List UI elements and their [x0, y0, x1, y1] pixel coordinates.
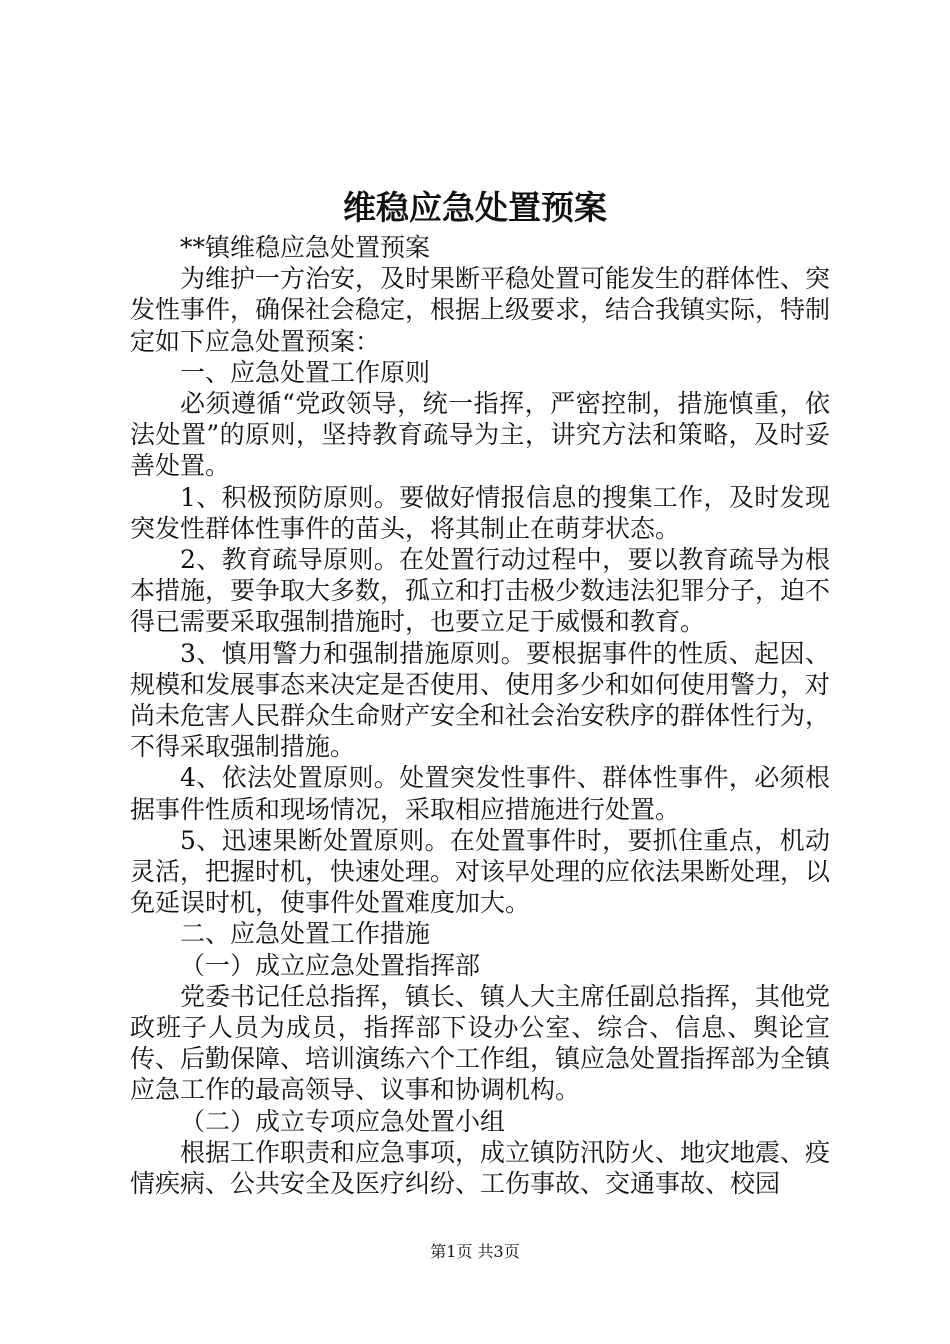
section-heading-1: 一、应急处置工作原则	[180, 357, 431, 387]
document-body	[130, 232, 830, 1199]
paragraph-principle: 必须遵循“党政领导，统一指挥，严密控制，措施慎重，依法处置”的原则，坚持教育疏导为主，讲究方法和策略，及时妥善处置。	[130, 389, 830, 481]
subsection-heading-1: （一）成立应急处置指挥部	[180, 950, 481, 980]
paragraph-item-5: 5、迅速果断处置原则。在处置事件时，要抓住重点，机动灵活，把握时机，快速处理。对该早处理的应依法果断处理，以免延误时机，使事件处置难度加大。	[130, 825, 831, 918]
paragraph-intro: 为维护一方治安，及时果断平稳处置可能发生的群体性、突发性事件，确保社会稳定，根据上级要求，结合我镇实际，特制定如下应急处置预案：	[130, 264, 831, 356]
paragraph-item-1: 1、积极预防原则。要做好情报信息的搜集工作，及时发现突发性群体性事件的苗头，将其制止在萌芽状态。	[130, 482, 830, 543]
paragraph-item-3: 3、慎用警力和强制措施原则。要根据事件的性质、起因、规模和发展事态来决定是否使用、使用多少和如何使用警力，对尚未危害人民群众生命财产安全和社会治安秩序的群体性行为，不得采取强制措施。	[130, 638, 831, 762]
subsection-heading-2: （二）成立专项应急处置小组	[180, 1106, 506, 1136]
section-heading-2: 二、应急处置工作措施	[180, 919, 431, 949]
page-number: 第1页 共3页	[430, 1242, 520, 1261]
paragraph-item-2: 2、教育疏导原则。在处置行动过程中，要以教育疏导为根本措施，要争取大多数，孤立和打击极少数违法犯罪分子，迫不得已需要采取强制措施时，也要立足于威慑和教育。	[130, 545, 831, 637]
paragraph-command-center: 党委书记任总指挥，镇长、镇人大主席任副总指挥，其他党政班子人员为成员，指挥部下设办公室、综合、信息、舆论宣传、后勤保障、培训演练六个工作组，镇应急处置指挥部为全镇应急工作的最高领导、议事和协调机构。	[130, 981, 831, 1105]
document-title: 维稳应急处置预案	[343, 188, 607, 227]
paragraph-subtitle: **镇维稳应急处置预案	[180, 233, 431, 262]
paragraph-special-groups: 根据工作职责和应急事项，成立镇防汛防火、地灾地震、疫情疾病、公共安全及医疗纠纷、工伤事故、交通事故、校园	[130, 1137, 831, 1199]
paragraph-item-4: 4、依法处置原则。处置突发性事件、群体性事件，必须根据事件性质和现场情况，采取相应措施进行处置。	[130, 763, 830, 824]
